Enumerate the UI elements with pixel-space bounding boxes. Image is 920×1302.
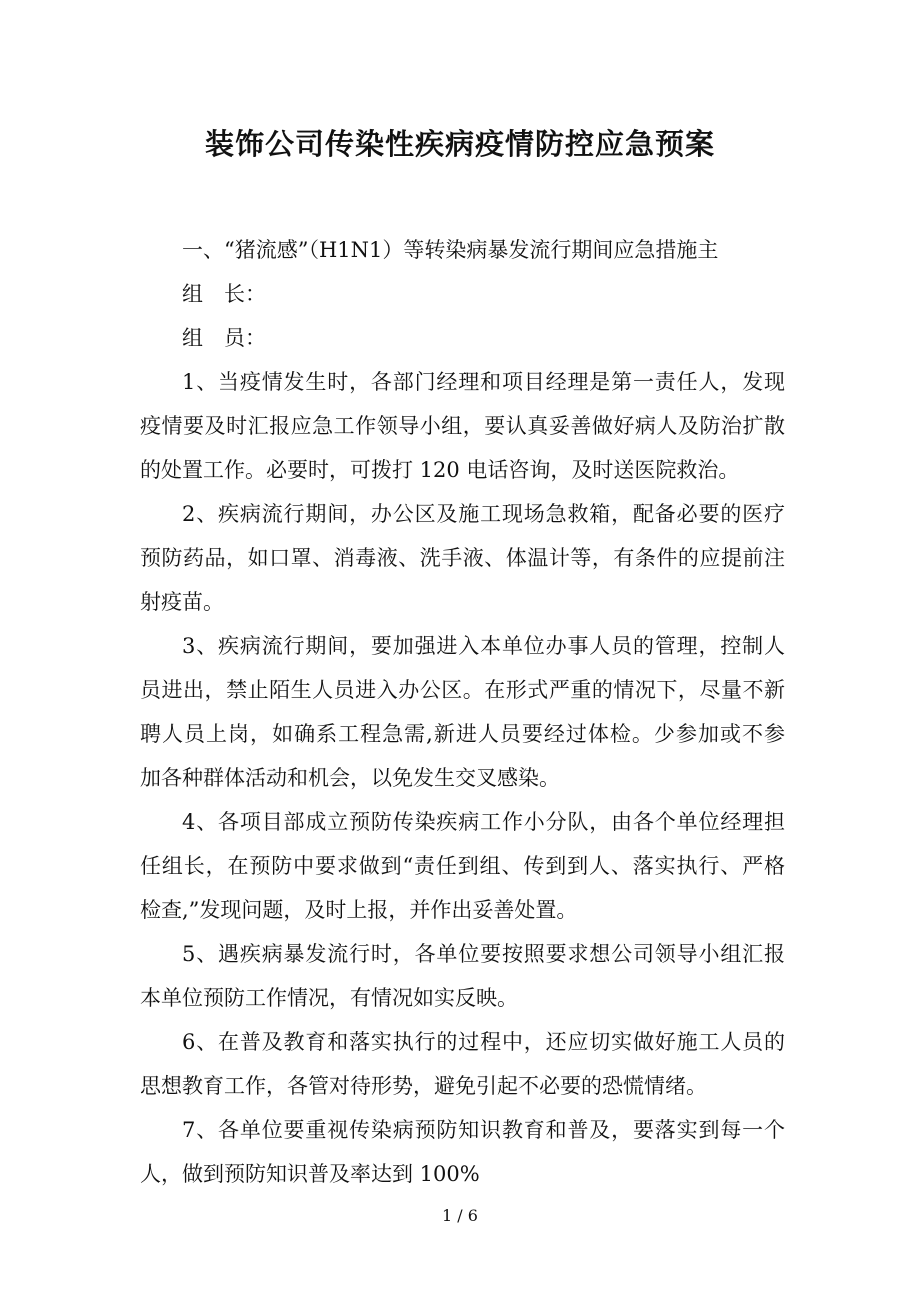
paragraph-line: 7、各单位要重视传染病预防知识教育和普及，要落实到每一个: [182, 1118, 785, 1142]
member-label: 组 员：: [182, 326, 266, 350]
paragraph-line: 人，做到预防知识普及率达到 100%: [140, 1162, 480, 1186]
paragraph-line: 6、在普及教育和落实执行的过程中，还应切实做好施工人员的: [182, 1030, 785, 1054]
paragraph-line: 射疫苗。: [140, 590, 224, 614]
leader-label: 组 长：: [182, 282, 266, 306]
paragraph-6: [140, 1020, 785, 1108]
paragraph-line: 加各种群体活动和机会，以免发生交叉感染。: [140, 766, 560, 790]
paragraph-line: 聘人员上岗，如确系工程急需,新进人员要经过体检。少参加或不参: [140, 722, 785, 746]
paragraph-line: 3、疾病流行期间，要加强进入本单位办事人员的管理，控制人: [182, 634, 785, 658]
paragraph-2: [140, 492, 785, 624]
page-number: 1 / 6: [442, 1206, 478, 1225]
paragraph-5: [140, 932, 785, 1020]
paragraph-1: [140, 360, 785, 492]
paragraph-line: 的处置工作。必要时，可拨打 120 电话咨询，及时送医院救治。: [140, 458, 740, 482]
paragraph-line: 1、当疫情发生时，各部门经理和项目经理是第一责任人，发现: [182, 370, 785, 394]
paragraph-line: 5、遇疾病暴发流行时，各单位要按照要求想公司领导小组汇报: [182, 942, 785, 966]
paragraph-line: 预防药品，如口罩、消毒液、洗手液、体温计等，有条件的应提前注: [140, 546, 785, 570]
paragraph-line: 员进出，禁止陌生人员进入办公区。在形式严重的情况下，尽量不新: [140, 678, 785, 702]
paragraph-4: [140, 800, 785, 932]
paragraph-line: 本单位预防工作情况，有情况如实反映。: [140, 986, 518, 1010]
paragraph-7: [140, 1108, 785, 1196]
paragraph-line: 思想教育工作，各管对待形势，避免引起不必要的恐慌情绪。: [140, 1074, 707, 1098]
paragraph-line: 疫情要及时汇报应急工作领导小组，要认真妥善做好病人及防治扩散: [140, 414, 785, 438]
paragraph-line: 2、疾病流行期间，办公区及施工现场急救箱，配备必要的医疗: [182, 502, 785, 526]
paragraph-line: 任组长，在预防中要求做到“责任到组、传到到人、落实执行、严格: [140, 854, 785, 878]
document-body: [140, 228, 785, 1196]
document-title: 装饰公司传染性疾病疫情防控应急预案: [204, 127, 715, 161]
paragraph-line: 4、各项目部成立预防传染疾病工作小分队，由各个单位经理担: [182, 810, 785, 834]
paragraph-3: [140, 624, 785, 800]
paragraph-line: 检查,”发现问题，及时上报，并作出妥善处置。: [140, 898, 578, 922]
section-heading: 一、“猪流感”（H1N1）等转染病暴发流行期间应急措施主: [182, 238, 719, 262]
